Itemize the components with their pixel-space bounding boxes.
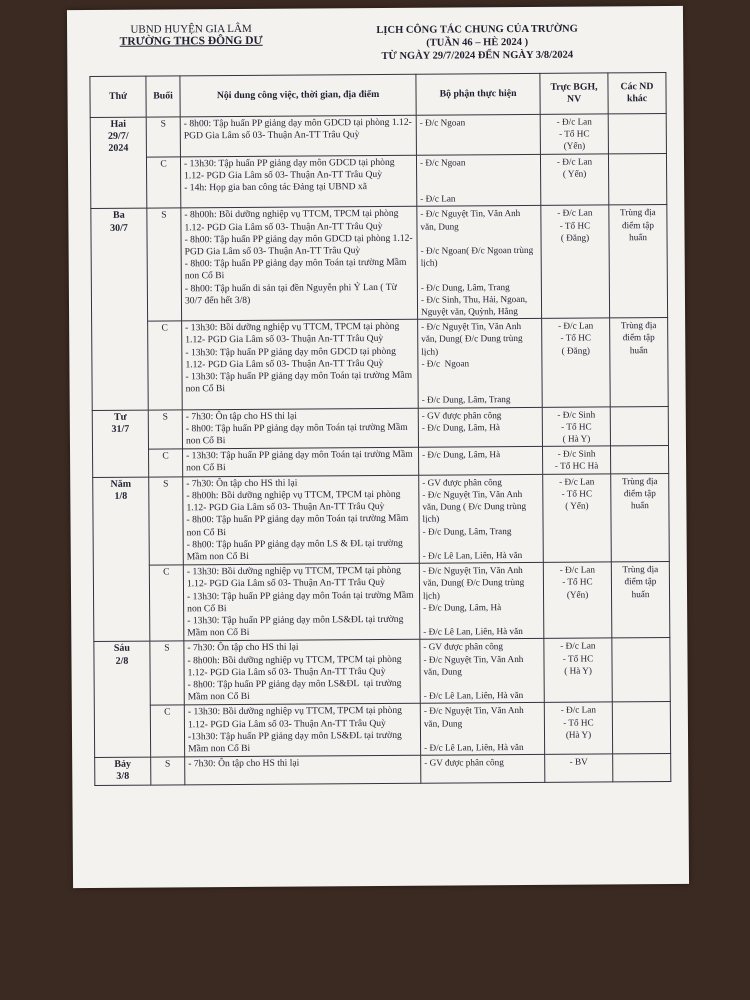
department-cell-line: - Đ/c Ngoan	[419, 117, 466, 128]
content-cell	[185, 755, 421, 784]
department-cell-line	[421, 232, 538, 245]
department-cell-line	[421, 369, 538, 382]
schedule-row	[90, 153, 666, 209]
session-cell: S	[147, 208, 182, 321]
department-cell-line: - Đ/c Nguyệt Tin, Văn Anh văn, Dung	[423, 705, 527, 729]
duty-cell	[542, 318, 611, 407]
content-cell-line: - 7h30: Ôn tập cho HS thi lại	[188, 757, 300, 770]
other-cell	[612, 638, 670, 702]
duty-cell	[543, 474, 612, 563]
content-cell	[183, 447, 419, 476]
other-cell	[612, 702, 670, 754]
department-cell-line: - Đ/c Lê Lan, Liên, Hà văn	[423, 690, 524, 701]
organization-header	[101, 23, 281, 48]
duty-cell-line: - Tổ HC	[562, 576, 593, 588]
duty-cell-line: - Đ/c Lan	[556, 116, 592, 127]
content-cell-line: - 8h00: Tập huấn PP giảng dạy môn GDCD tại phòng 1.12- PGD Gia Lâm số 03- Thuận An-TT Trâu Quỳ	[183, 116, 415, 142]
content-cell	[182, 408, 418, 449]
department-cell-line	[422, 381, 539, 394]
day-cell: Bảy 3/8	[95, 757, 151, 785]
schedule-row	[91, 205, 668, 322]
department-cell-line: - Đ/c Lê Lan, Liên, Hà văn	[423, 626, 523, 637]
department-cell-line	[420, 180, 537, 193]
department-cell-line: - Đ/c Lê Lan, Liên, Hà văn	[422, 549, 523, 561]
department-cell-line: - Đ/c Nguyệt Tin, Văn Anh văn, Dung( Đ/c Dung trùng lịch)	[421, 321, 525, 357]
department-cell-line	[424, 677, 541, 690]
content-cell-line: - 8h00: Tập huấn PP giảng dạy môn Toán tại trường Mầm non Cổ Bi	[186, 513, 411, 538]
department-cell-line: - Đ/c Nguyệt Tin, Văn Anh văn, Dung ( Đ/c Dung trùng lịch)	[422, 488, 529, 524]
content-cell-line: - 13h30: Bồi dưỡng nghiệp vụ TTCM, TPCM tại phòng 1.12- PGD Gia Lâm số 03- Thuận An-TT Trâu Quỳ	[187, 705, 405, 730]
duty-cell-line: ( Yến)	[565, 500, 589, 511]
schedule-row	[92, 318, 669, 410]
session-cell: S	[148, 410, 182, 450]
day-cell: Hai 29/7/ 2024	[90, 117, 147, 209]
document-title: LỊCH CÔNG TÁC CHUNG CỦA TRƯỜNG	[376, 23, 578, 37]
duty-cell	[543, 446, 611, 474]
column-header-other: Các ND khác	[608, 72, 666, 113]
table-header-row	[90, 72, 666, 117]
duty-cell-line: - Đ/c Lan	[556, 156, 593, 167]
content-cell-line: - 13h30: Tập huấn PP giảng dạy môn GDCD tại phòng 1.12- PGD Gia Lâm số 03- Thuận An-TT Trâu Quỳ	[183, 156, 397, 182]
duty-cell	[540, 153, 608, 205]
day-cell: Ba 30/7	[91, 209, 148, 411]
day-cell: Năm 1/8	[93, 477, 150, 642]
department-cell-line: - GV được phân công	[422, 476, 502, 488]
duty-cell-line: (Yến)	[566, 589, 589, 600]
other-cell	[608, 113, 666, 153]
session-cell: C	[149, 565, 184, 641]
week-label: (TUẦN 46 – HÈ 2024 )	[426, 36, 529, 49]
department-cell-line: - Đ/c Ngoan	[421, 358, 470, 369]
duty-cell-line: - Đ/c Lan	[560, 704, 596, 716]
column-header-duty: Trực BGH, NV	[540, 73, 608, 114]
department-cell-line: - GV được phân công	[424, 757, 504, 768]
department-cell-line: - Đ/c Lan	[420, 193, 456, 204]
department-cell-line	[423, 613, 540, 626]
schedule-paper	[67, 6, 689, 888]
schedule-row	[94, 702, 670, 758]
department-cell	[419, 447, 543, 475]
department-cell-line: - Đ/c Nguyệt Tin, Văn Anh văn, Dung	[423, 653, 526, 677]
department-cell	[421, 755, 545, 783]
duty-cell	[544, 638, 612, 702]
other-cell	[608, 153, 666, 205]
duty-cell-line: - Tổ HC	[559, 128, 590, 139]
session-cell: S	[146, 117, 180, 157]
schedule-row	[90, 113, 666, 157]
duty-cell-line: - Đ/c Lan	[557, 207, 593, 219]
department-cell-line: - Đ/c Sinh, Thu, Hải, Ngoan, Nguyệt văn, Quỳnh, Hằng	[420, 293, 530, 317]
content-cell-line: - 8h00: Tập huấn PP giảng dạy môn LS & ĐL tại trường Mầm non Cổ Bi	[186, 537, 406, 563]
content-cell-line: - 8h00: Tập huấn di sản tại đền Nguyễn phi Ỷ Lan ( Từ 30/7 đến hết 3/8)	[184, 281, 400, 307]
other-cell-line: Trùng địa điểm tập huấn	[621, 475, 660, 511]
schedule-body	[90, 113, 671, 785]
department-cell-line: - Đ/c Nguyệt Tin, Văn Anh văn, Dung	[420, 208, 523, 232]
other-cell	[610, 406, 668, 446]
day-cell: Sáu 2/8	[94, 641, 151, 757]
duty-cell-line: ( Yến)	[562, 168, 587, 179]
session-cell: S	[151, 757, 185, 785]
schedule-row	[93, 473, 670, 565]
department-cell-line: - Đ/c Ngoan( Đ/c Ngoan trùng lịch)	[420, 244, 536, 268]
other-cell-line: Trùng địa điểm tập huấn	[620, 207, 659, 243]
duty-cell	[542, 407, 610, 447]
schedule-table	[89, 72, 671, 786]
department-cell-line: - Đ/c Ngoan	[419, 156, 466, 168]
department-cell	[417, 206, 542, 320]
column-header-session: Buổi	[146, 76, 180, 117]
content-cell-line: - 14h: Họp gia ban công tác Đảng tại UBND xã	[184, 181, 368, 194]
district-name: UBND HUYỆN GIA LÂM	[130, 22, 252, 36]
duty-cell-line: - Tổ HC	[561, 421, 592, 432]
content-cell-line: -13h30: Tập huấn PP giảng dạy môn LS&ĐL tại trường Mầm non Cổ Bi	[187, 729, 405, 755]
content-cell-line: - 13h30: Bồi dưỡng nghiệp vụ TTCM, TPCM tại phòng 1.12- PGD Gia Lâm số 03- Thuận An-TT Trâu Quỳ	[186, 564, 404, 590]
duty-cell-line: ( Hà Y)	[562, 433, 591, 444]
department-cell-line: - Đ/c Lê Lan, Liên, Hà văn	[424, 741, 524, 753]
duty-cell	[540, 114, 608, 154]
content-cell-line: - 7h30: Ôn tập cho HS thi lại	[187, 641, 299, 654]
duty-cell-line: - Đ/c Lan	[559, 564, 595, 575]
department-cell-line: - GV được phân công	[423, 641, 504, 653]
department-cell-line	[421, 268, 538, 281]
department-cell-line: - Đ/c Dung, Lâm, Hà	[423, 601, 502, 613]
department-cell-line: - Đ/c Dung, Lâm, Hà	[422, 449, 501, 460]
department-cell	[416, 114, 540, 154]
schedule-row	[93, 562, 670, 642]
duty-cell-line: - Tổ HC	[560, 332, 592, 344]
duty-cell-line: (Yến)	[563, 140, 586, 152]
session-cell: C	[149, 449, 183, 477]
other-cell	[611, 562, 670, 639]
content-cell-line: - 13h30: Tập huấn PP giảng dạy môn Toán tại trường Mầm non Cổ Bi	[186, 449, 416, 474]
content-cell-line: - 8h00: Tập huấn PP giảng dạy môn LS&ĐL tại trường Mầm non Cổ Bi	[187, 677, 404, 703]
department-cell-line: - Đ/c Dung, Lâm, Trang	[420, 281, 510, 293]
content-cell-line: - 7h30: Ôn tập cho HS thi lại	[185, 410, 297, 423]
schedule-row	[93, 446, 669, 477]
department-cell-line	[424, 729, 541, 742]
duty-cell-line: ( Đăng)	[561, 345, 591, 356]
department-cell-line: - Đ/c Dung, Lâm, Trang	[421, 394, 511, 406]
department-cell	[418, 319, 543, 408]
session-cell: S	[150, 641, 184, 705]
schedule-row	[92, 406, 668, 450]
content-cell-line: - 8h00h: Bồi dưỡng nghiệp vụ TTCM, TPCM tại phòng 1.12- PGD Gia Lâm số 03- Thuận An-TT Trâu Quỳ	[187, 653, 404, 679]
duty-cell-line: - BV	[569, 756, 588, 767]
content-cell-line: - 8h00h: Bồi dưỡng nghiệp vụ TTCM, TPCM tại phòng 1.12- PGD Gia Lâm số 03- Thuận An-TT Trâu Quỳ	[184, 208, 401, 233]
department-cell-line	[420, 168, 537, 181]
department-cell-line: - Đ/c Nguyệt Tin, Văn Anh văn, Dung( Đ/c Dung trùng lịch)	[422, 565, 527, 601]
other-cell	[611, 473, 670, 562]
department-cell	[418, 407, 542, 447]
duty-cell-line: (Hà Y)	[565, 729, 592, 740]
department-cell-line: - Đ/c Dung, Lâm, Hà	[421, 422, 500, 433]
department-cell	[416, 154, 540, 207]
content-cell	[184, 704, 420, 757]
duty-cell	[545, 754, 613, 782]
duty-cell-line: - Tổ HC	[563, 717, 594, 728]
date-range: TỪ NGÀY 29/7/2024 ĐẾN NGÀY 3/8/2024	[381, 49, 574, 62]
column-header-department: Bộ phận thực hiện	[416, 73, 540, 115]
duty-cell	[543, 562, 612, 639]
duty-cell	[541, 205, 610, 318]
session-cell: C	[146, 156, 180, 208]
content-cell-line: - 13h30: Tập huấn PP giảng dạy môn Toán tại trường Mầm non Cổ Bi	[186, 589, 417, 615]
content-cell	[182, 319, 419, 409]
content-cell-line: - 8h00: Tập huấn PP giảng dạy môn Toán tại trường Mầm non Cổ Bi	[184, 257, 409, 282]
content-cell	[180, 155, 416, 208]
other-cell-line: Trùng địa điểm tập huấn	[620, 320, 659, 355]
session-cell: C	[148, 321, 183, 410]
other-cell-line: Trùng địa điểm tập huấn	[622, 564, 661, 599]
school-name: TRƯỜNG THCS ĐÔNG DƯ	[119, 34, 263, 48]
day-cell: Tư 31/7	[92, 410, 148, 477]
department-cell-line: - Đ/c Dung, Lâm, Trang	[422, 525, 512, 537]
other-cell	[613, 754, 671, 782]
department-cell	[419, 474, 544, 563]
content-cell	[183, 475, 420, 565]
session-cell: C	[150, 705, 184, 757]
content-cell-line: - 13h30: Tập huấn PP giảng dạy môn LS&ĐL tại trường Mầm non Cổ Bi	[187, 613, 406, 639]
content-cell-line: - 13h30: Bồi dưỡng nghiệp vụ TTCM, TPCM tại phòng 1.12- PGD Gia Lâm số 03- Thuận An-TT Trâu Quỳ	[185, 321, 402, 346]
department-cell	[420, 703, 544, 756]
duty-cell-line: - Tổ HC	[559, 220, 591, 231]
other-cell	[610, 318, 669, 407]
content-cell-line: - 13h30: Tập huấn PP giảng dạy môn GDCD tại phòng 1.12- PGD Gia Lâm số 03- Thuận An-TT Trâu Quỳ	[185, 345, 399, 371]
duty-cell-line: - Đ/c Lan	[558, 320, 594, 331]
department-cell	[419, 562, 544, 639]
content-cell	[183, 563, 420, 641]
schedule-row	[94, 638, 670, 706]
content-cell-line: - 8h00: Tập huấn PP giảng dạy môn Toán tại trường Mầm non Cổ Bi	[185, 421, 411, 447]
duty-cell-line: - Đ/c Lan	[559, 476, 595, 487]
content-cell	[181, 207, 418, 321]
duty-cell	[544, 702, 612, 754]
duty-cell-line: - Tổ HC	[561, 488, 593, 499]
column-header-day: Thứ	[90, 76, 146, 117]
content-cell-line: - 13h30: Tập huấn PP giảng dạy môn Toán tại trường Mầm non Cổ Bi	[185, 369, 415, 395]
duty-cell-line: ( Hà Y)	[564, 665, 592, 676]
content-cell-line: - 8h00h: Bồi dưỡng nghiệp vụ TTCM, TPCM tại phòng 1.12- PGD Gia Lâm số 03- Thuận An-TT Trâu Quỳ	[186, 488, 403, 514]
other-cell	[609, 205, 668, 318]
duty-cell-line: - Đ/c Lan	[560, 640, 596, 652]
document-title-block	[312, 22, 642, 63]
duty-cell-line: - Đ/c Sinh	[557, 409, 596, 420]
department-cell-line	[423, 537, 540, 550]
department-cell-line: - GV được phân công	[421, 409, 502, 421]
other-cell	[610, 446, 668, 474]
column-header-content: Nội dung công việc, thời gian, địa điểm	[180, 74, 416, 117]
duty-cell-line: - Tổ HC Hà	[554, 460, 599, 472]
department-cell	[420, 639, 544, 704]
schedule-row	[95, 754, 671, 785]
duty-cell-line: - Đ/c Sinh	[557, 448, 596, 460]
content-cell	[180, 115, 416, 156]
content-cell-line: - 8h00: Tập huấn PP giảng dạy môn GDCD tại phòng 1.12- PGD Gia Lâm số 03- Thuận An-TT Trâu Quỳ	[184, 232, 416, 258]
duty-cell-line: - Tổ HC	[562, 653, 594, 664]
content-cell-line: - 7h30: Ôn tập cho HS thi lại	[186, 477, 298, 490]
session-cell: S	[149, 477, 184, 566]
content-cell	[184, 640, 420, 706]
duty-cell-line: ( Đăng)	[560, 232, 590, 243]
